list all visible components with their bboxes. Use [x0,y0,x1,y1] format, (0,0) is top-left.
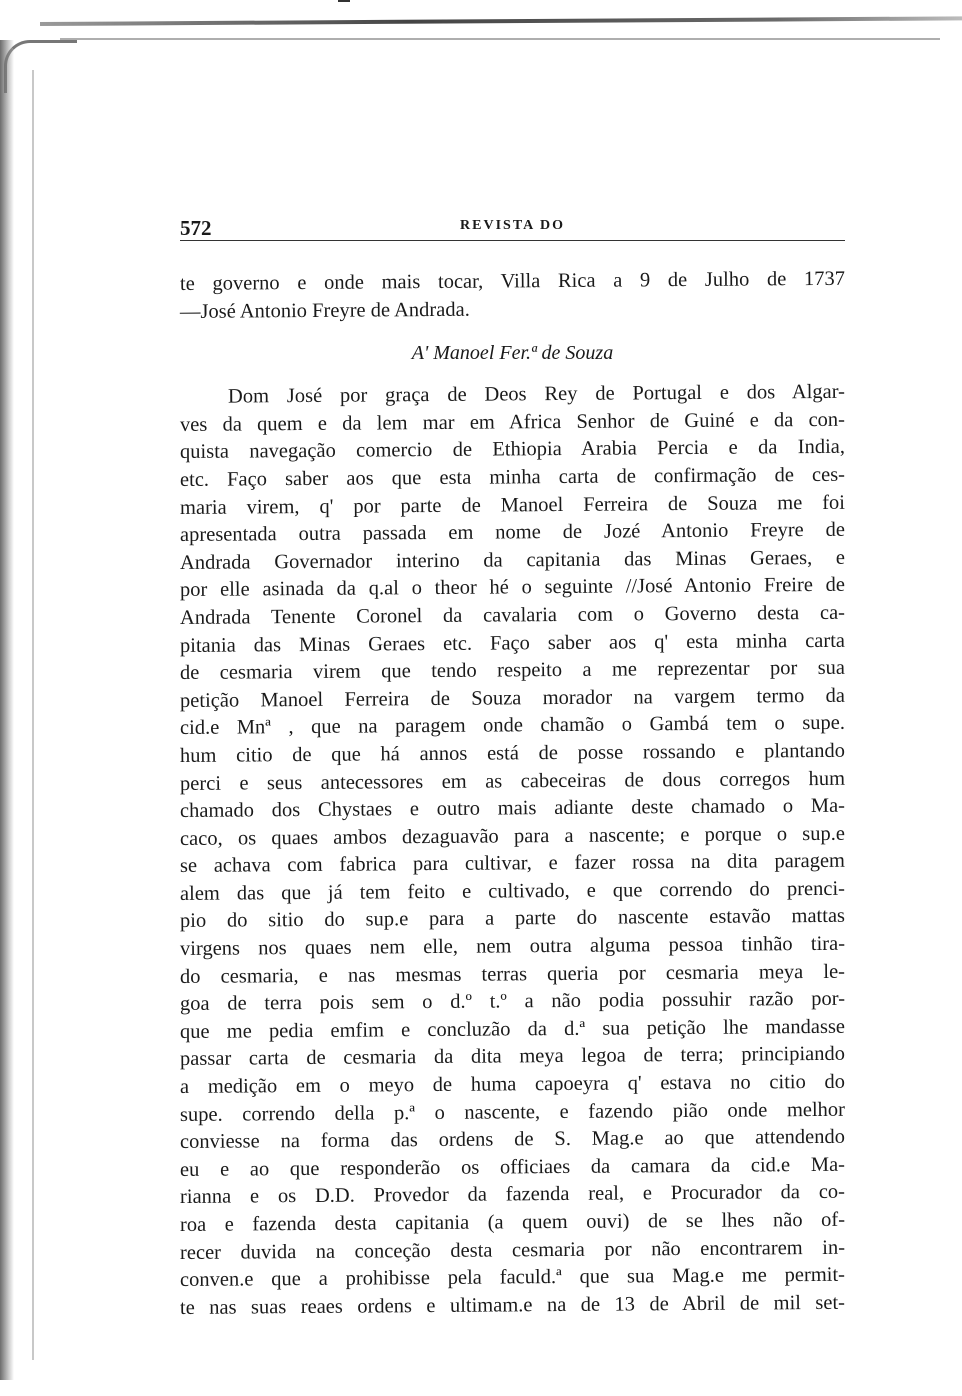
text-line: —José Antonio Freyre de Andrada. [179,298,470,323]
text-line: do cesmaria, e nas mesmas terras queria por cesmaria meya le- [179,960,846,988]
text-line: eu e ao que responderão os officiaes da camara da cid.e Ma- [179,1153,846,1181]
continuation-text [179,267,846,326]
text-line: hum citio de que há annos está de posse rossando e plantando [179,739,846,767]
text-line: virgens nos quaes nem elle, nem outra alguma pessoa tinhão tira- [179,932,846,961]
text-line: rianna e os D.D. Provedor da fazenda real, e Procurador da co- [179,1181,846,1209]
text-line: recer duvida na conceção desta cesmaria por não encontrarem in- [179,1236,846,1264]
text-line: conven.e que a prohibisse pela faculd.ª que sua Mag.e me permit- [179,1263,846,1292]
text-line: roa e fazenda desta capitania (a quem ouvi) de se lhes não of- [179,1208,846,1236]
text-line: pitania das Minas Geraes etc. Faço saber aos q' esta minha carta [179,629,846,657]
text-line: cid.e Mnª , que na paragem onde chamão o Gambá tem o supe. [179,712,846,740]
scan-mark [338,0,350,2]
text-line: Andrada Tenente Coronel da cavalaria com o Governo desta ca- [179,601,846,629]
text-line: quista navegação comercio de Ethiopia Arabia Percia e da India, [179,436,846,464]
text-line: etc. Faço saber aos que esta minha carta de confirmação de ces- [179,463,846,491]
text-line: maria virem, q' por parte de Manoel Ferreira de Souza me foi [179,491,846,519]
scan-page-corner [4,40,77,93]
text-line: pio do sitio do sup.e para a parte do nascente estavão mattas [179,905,846,933]
scan-edge-left-shadow [32,70,34,1360]
text-line: por elle asinada da q.al o theor hé o seguinte //José Antonio Freire de [179,574,846,602]
text-line: perci e seus antecessores em as cabeceiras de dous corregos hum [179,767,846,795]
text-line: que me pedia emfim e concluzão da d.ª sua petição lhe mandasse [179,1015,846,1043]
text-line: conviesse na forma das ordens de S. Mag.e ao que attendendo [179,1125,846,1154]
text-line: supe. correndo della p.ª o nascente, e fazendo pião onde melhor [179,1098,846,1126]
text-line: caco, os quaes ambos dezaguavão para a nascente; e porque o sup.e [179,822,846,850]
document-page [180,210,845,1322]
text-line: ves da quem e da lem mar em Africa Senhor de Guiné e da con- [179,408,846,436]
scan-edge-top [40,16,962,26]
text-line: apresentada outra passada em nome de Jozé Antonio Freyre de [179,518,846,547]
text-line: a medição em o meyo de huma capoeyra q' estava no citio do [179,1070,846,1099]
running-head [180,210,845,241]
text-line: goa de terra pois sem o d.º t.º a não podia possuhir razão por- [179,988,846,1016]
text-line: passar carta de cesmaria da dita meya legoa de terra; principiando [179,1043,846,1071]
text-line: te nas suas reaes ordens e ultimam.e na de 13 de Abril de mil set- [179,1291,846,1319]
text-line: chamado dos Chystaes e outro mais adiante deste chamado o Ma- [179,794,846,823]
text-line: petição Manoel Ferreira de Souza morador na vargem termo da [179,684,846,712]
page-number: 572 [180,216,212,240]
text-line: Andrada Governador interino da capitania das Minas Geraes, e [179,546,846,574]
text-line: Dom José por graça de Deos Rey de Portugal e dos Algar- [227,380,846,408]
text-line: se achava com fabrica para cultivar, e fazer rossa na dita paragem [179,850,846,878]
body-text [179,380,846,1322]
scan-edge-top-shadow [60,38,940,40]
scan-edge-left [0,40,14,1380]
text-line: te governo e onde mais tocar, Villa Rica a 9 de Julho de 1737 [179,267,846,295]
text-line: de cesmaria virem que tendo respeito a me reprezentar por sua [179,656,846,685]
journal-title: REVISTA DO [460,218,565,233]
section-heading: A' Manoel Fer.ª de Souza [411,342,614,365]
text-line: alem das que já tem feito e cultivado, e que correndo do prenci- [179,877,846,905]
